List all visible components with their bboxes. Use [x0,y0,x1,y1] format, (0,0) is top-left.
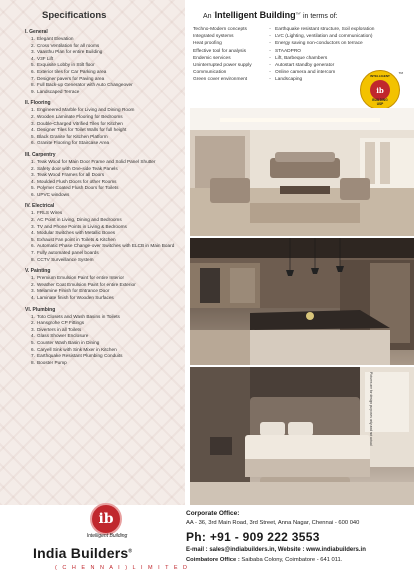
spec-item-text: Elegant Elevation [37,36,74,41]
spec-item-number: 6. [31,346,35,352]
usp-badge [360,70,403,110]
feature-value: Energy saving non-conductors on terrace [275,41,363,47]
spec-item-number: 4. [31,55,35,61]
spec-item-number: 3. [31,288,35,294]
living-room-photo [190,108,414,236]
spec-item-text: Full Back-up Generator with Auto Changeover [37,82,133,88]
spec-item [28,140,179,147]
coimbatore-office [186,557,412,563]
spec-item-number: 9. [31,88,35,94]
spec-item [28,288,179,295]
spec-section [25,151,179,199]
spec-item-text: Hansgrohe CP Fittings [37,320,85,326]
spec-item-number: 4. [31,178,35,184]
ib-logo [90,503,122,535]
spec-item [28,320,179,327]
spec-item-text: Exhaust Fan point in Toilets & Kitchen [37,236,116,242]
spec-item-text: Premium Emulsion Paint for entire Interior [37,275,125,281]
spec-section-title: III. Carpentry [25,151,56,158]
spec-item-text: Glass Shower Enclosure [37,333,89,339]
spec-item [28,43,179,50]
kitchen-photo [190,238,414,365]
spec-item-number: 5. [31,236,35,242]
spec-item-number: 2. [31,42,35,48]
spec-item-number: 2. [31,165,35,171]
spec-item-text: Laminate finish for Wooden Surfaces [37,295,114,300]
feature-label: Endemic services [193,55,231,61]
spec-section [25,306,179,367]
header-emphasis: Intelligent Building [214,10,296,20]
feature-label: Integrated systems [193,34,234,40]
spec-item-number: 8. [31,256,35,262]
spec-item [28,89,179,96]
spec-section-title: IV. Electrical [25,203,55,210]
spec-item [28,217,179,224]
spec-item-number: 2. [31,320,35,326]
spec-item-text: Moulded Flush Doors for other Rooms [37,178,117,184]
spec-section-title: VI. Plumbing [25,306,56,313]
phone-number: Ph: +91 - 909 222 3553 [186,530,320,544]
specifications-panel [0,0,185,505]
spec-item [28,185,179,192]
brand-subtitle: ( C H E N N A I ) L I M I T E D [55,565,190,571]
spec-item-number: 7. [31,75,35,81]
spec-item-text: UPVC windows [37,191,70,197]
usp-badge-mark: ib [370,80,390,100]
spec-item [28,340,179,347]
spec-item-number: 5. [31,133,35,139]
usp-badge-label [361,98,399,106]
feature-separator: - [269,48,271,54]
spec-item-text: Engineered Marble for Living and Dining Room [37,107,135,113]
spec-item [28,179,179,186]
spec-item-text: Earthquake Resistant Plumbing Conduits [37,353,123,359]
feature-separator: - [269,27,271,32]
specification-sections [25,29,179,366]
spec-item-number: 4. [31,295,35,300]
spec-item [28,159,179,166]
spec-item-text: Double-Charged Vitrified Tiles for Kitchen [37,120,123,126]
spec-item [28,237,179,244]
feature-row [193,40,398,47]
spec-item-number: 3. [31,172,35,178]
email-website: E-mail : sales@indiabuilders.in, Website : www.indiabuilders.in [186,547,366,553]
usp-badge-bottom-text: BUILDING [372,98,388,102]
header-tm: TM [295,11,300,16]
spec-item-number: 7. [31,353,35,359]
spec-item-text: Wooden Laminate Flooring for Bedrooms [37,113,123,119]
spec-item-text: Exquisite Lobby in Stilt floor [37,62,95,68]
spec-item-number: 6. [31,140,35,146]
coimbatore-address: Saibaba Colony, Coimbatore - 641 011. [241,557,343,563]
spec-item-number: 4. [31,230,35,236]
spec-item-text: Melamine Finish for Entrance Door [37,288,110,294]
spec-item-text: TV and Phone Points in Living & Bedrooms [37,223,127,229]
usp-badge-usp: USP [376,102,384,106]
spec-item-text: Counter Wash Basin in Dining [37,339,100,345]
feature-value: Online camera and intercom [275,70,336,76]
feature-label: Communication [193,70,227,76]
spec-item [28,314,179,321]
spec-item [28,192,179,199]
spec-section [25,100,179,147]
spec-item-text: Exterior tiles for Car Parking area [37,68,107,74]
feature-label: Effective tool for analysis [193,48,246,54]
usp-badge-tm: TM [398,71,403,75]
spec-item-text: Weather Coat Emulsion Paint for entire Exterior [37,281,136,287]
feature-value: STAADPRO [275,48,302,54]
spec-item [28,353,179,360]
header-suffix: in terms of: [302,13,338,20]
spec-item-number: 8. [31,359,35,365]
spec-item-number: 1. [31,275,35,281]
spec-item-text: Cross Ventilation for all rooms [37,42,100,48]
spec-item-number: 6. [31,243,35,249]
spec-item [28,257,179,264]
feature-label: Techno-Modern concepts [193,27,247,32]
spec-item-number: 3. [31,49,35,55]
spec-item [28,282,179,289]
spec-item-number: 6. [31,191,35,197]
feature-row [193,62,398,69]
coimbatore-label: Coimbatore Office : [186,557,240,563]
logo-mark: ib [98,511,114,527]
spec-item [28,243,179,250]
spec-item-number: 2. [31,113,35,119]
spec-item-number: 5. [31,339,35,345]
spec-item-number: 7. [31,250,35,256]
bedroom-photo [190,367,414,505]
pictures-disclaimer: Pictures are for design purposes only and not actual [369,372,373,446]
spec-item-text: Modular Switches with Metallic Boxes [37,230,116,236]
corporate-address: AA - 36, 3rd Main Road, 3rd Street, Anna Nagar, Chennai - 600 040 [186,520,360,526]
spec-item-number: 2. [31,217,35,223]
usp-badge-top-text: INTELLIGENT [370,74,390,78]
feature-separator: - [269,63,271,69]
spec-item [28,172,179,179]
logo-tagline: Intelligent Building [86,533,128,539]
spec-item-number: 1. [31,158,35,164]
feature-value: Landscaping [275,77,303,83]
feature-separator: - [269,70,271,76]
spec-item-text: Fully automated panel boards [37,250,99,256]
feature-row [193,48,398,55]
spec-item [28,127,179,134]
spec-item [28,121,179,128]
spec-item-text: Vaasthu Plan for entire Building [37,49,103,55]
intelligent-building-header: An "Intelligent Building$^{TM"}$ in terms of: [203,10,338,20]
spec-item-text: FRLS Wires [37,210,63,216]
spec-item-number: 3. [31,223,35,229]
spec-item-text: Toto Closets and Wash Basins in Toilets [37,313,120,319]
feature-label: Heat proofing [193,41,222,47]
spec-item-number: 2. [31,281,35,287]
spec-item-text: Caryell Sink with Sink Mixer in Kitchen [37,346,117,352]
spec-item-number: 3. [31,326,35,332]
contact-block [186,510,412,563]
spec-section-title: I. General [25,29,48,35]
spec-item [28,250,179,257]
spec-item-text: Designer pavers for Paving area [37,75,105,81]
spec-item [28,107,179,114]
spec-item-text: Designer Tiles for Toilet Walls for full height [37,127,127,133]
spec-item [28,210,179,217]
spec-item-text: Booster Pump [37,359,67,365]
spec-section [25,268,179,301]
spec-item [28,62,179,69]
feature-value: Autostart standby generator [275,63,335,69]
spec-item [28,114,179,121]
spec-item-number: 1. [31,107,35,113]
spec-item-number: 5. [31,185,35,191]
spec-item [28,224,179,231]
feature-row [193,33,398,40]
spec-item [28,166,179,173]
spec-item-text: AC Point in Living, Dining and Bedrooms [37,217,122,223]
spec-item-text: Safety door with One-side Teak Panels [37,165,118,171]
spec-item [28,295,179,302]
spec-item-number: 3. [31,120,35,126]
spec-item [28,69,179,76]
spec-item [28,134,179,141]
spec-item-text: Automatic Phase Change-over Switches with ELCB in Main Board [37,243,175,249]
corporate-office-label: Corporate Office: [186,510,240,517]
spec-item [28,82,179,89]
spec-section-title: V. Painting [25,268,51,275]
spec-item [28,360,179,367]
spec-section [25,203,179,263]
spec-item-number: 8. [31,82,35,88]
spec-item-number: 1. [31,313,35,319]
spec-item-text: Diverters in all Toilets [37,326,82,332]
specifications-title: Specifications [42,10,107,21]
spec-item-number: 1. [31,36,35,41]
feature-separator: - [269,41,271,47]
spec-section [25,29,179,95]
spec-item [28,327,179,334]
spec-item [28,333,179,340]
spec-item-number: 6. [31,68,35,74]
spec-item-text: CCTV Surveillance System [37,256,94,262]
spec-item [28,347,179,354]
spec-item-number: 4. [31,127,35,133]
spec-item-text: Landscaped Terrace [37,88,80,94]
header-prefix: An [203,13,212,20]
features-panel [185,0,414,505]
spec-item [28,49,179,56]
feature-value: Earthquake resistant structure, Soil exploration [275,27,375,32]
feature-value: LVC (Lighting, ventilation and communication) [275,34,373,40]
feature-row [193,55,398,62]
spec-item [28,76,179,83]
spec-item-number: 1. [31,210,35,216]
feature-row [193,26,398,33]
spec-item [28,36,179,43]
spec-item-text: Polymer Coated Flush Doors for Toilets [37,185,119,191]
feature-label: Green cover environment [193,77,248,83]
brand-name: India Builders® [33,545,133,561]
spec-item-text: V3F Lift [37,55,54,61]
spec-section-title: II. Flooring [25,100,51,107]
spec-item-text: Teak Wood for Main Door Frame and Solid Panel Shutter [37,158,156,164]
feature-label: Uninterrupted power supply [193,63,252,69]
feature-value: Lift, Barbeque chambers [275,55,328,61]
spec-item-text: Teak Wood Frames for all Doors [37,172,105,178]
feature-separator: - [269,34,271,40]
feature-separator: - [269,77,271,83]
feature-separator: - [269,55,271,61]
spec-item-number: 5. [31,62,35,68]
spec-item [28,230,179,237]
brand-reg: ® [128,548,133,555]
spec-item [28,56,179,63]
spec-item-number: 4. [31,333,35,339]
spec-item-text: Black Granite for Kitchen Platform [37,133,108,139]
spec-item [28,275,179,282]
spec-item-text: Granite Flooring for Staircase Area [37,140,110,146]
